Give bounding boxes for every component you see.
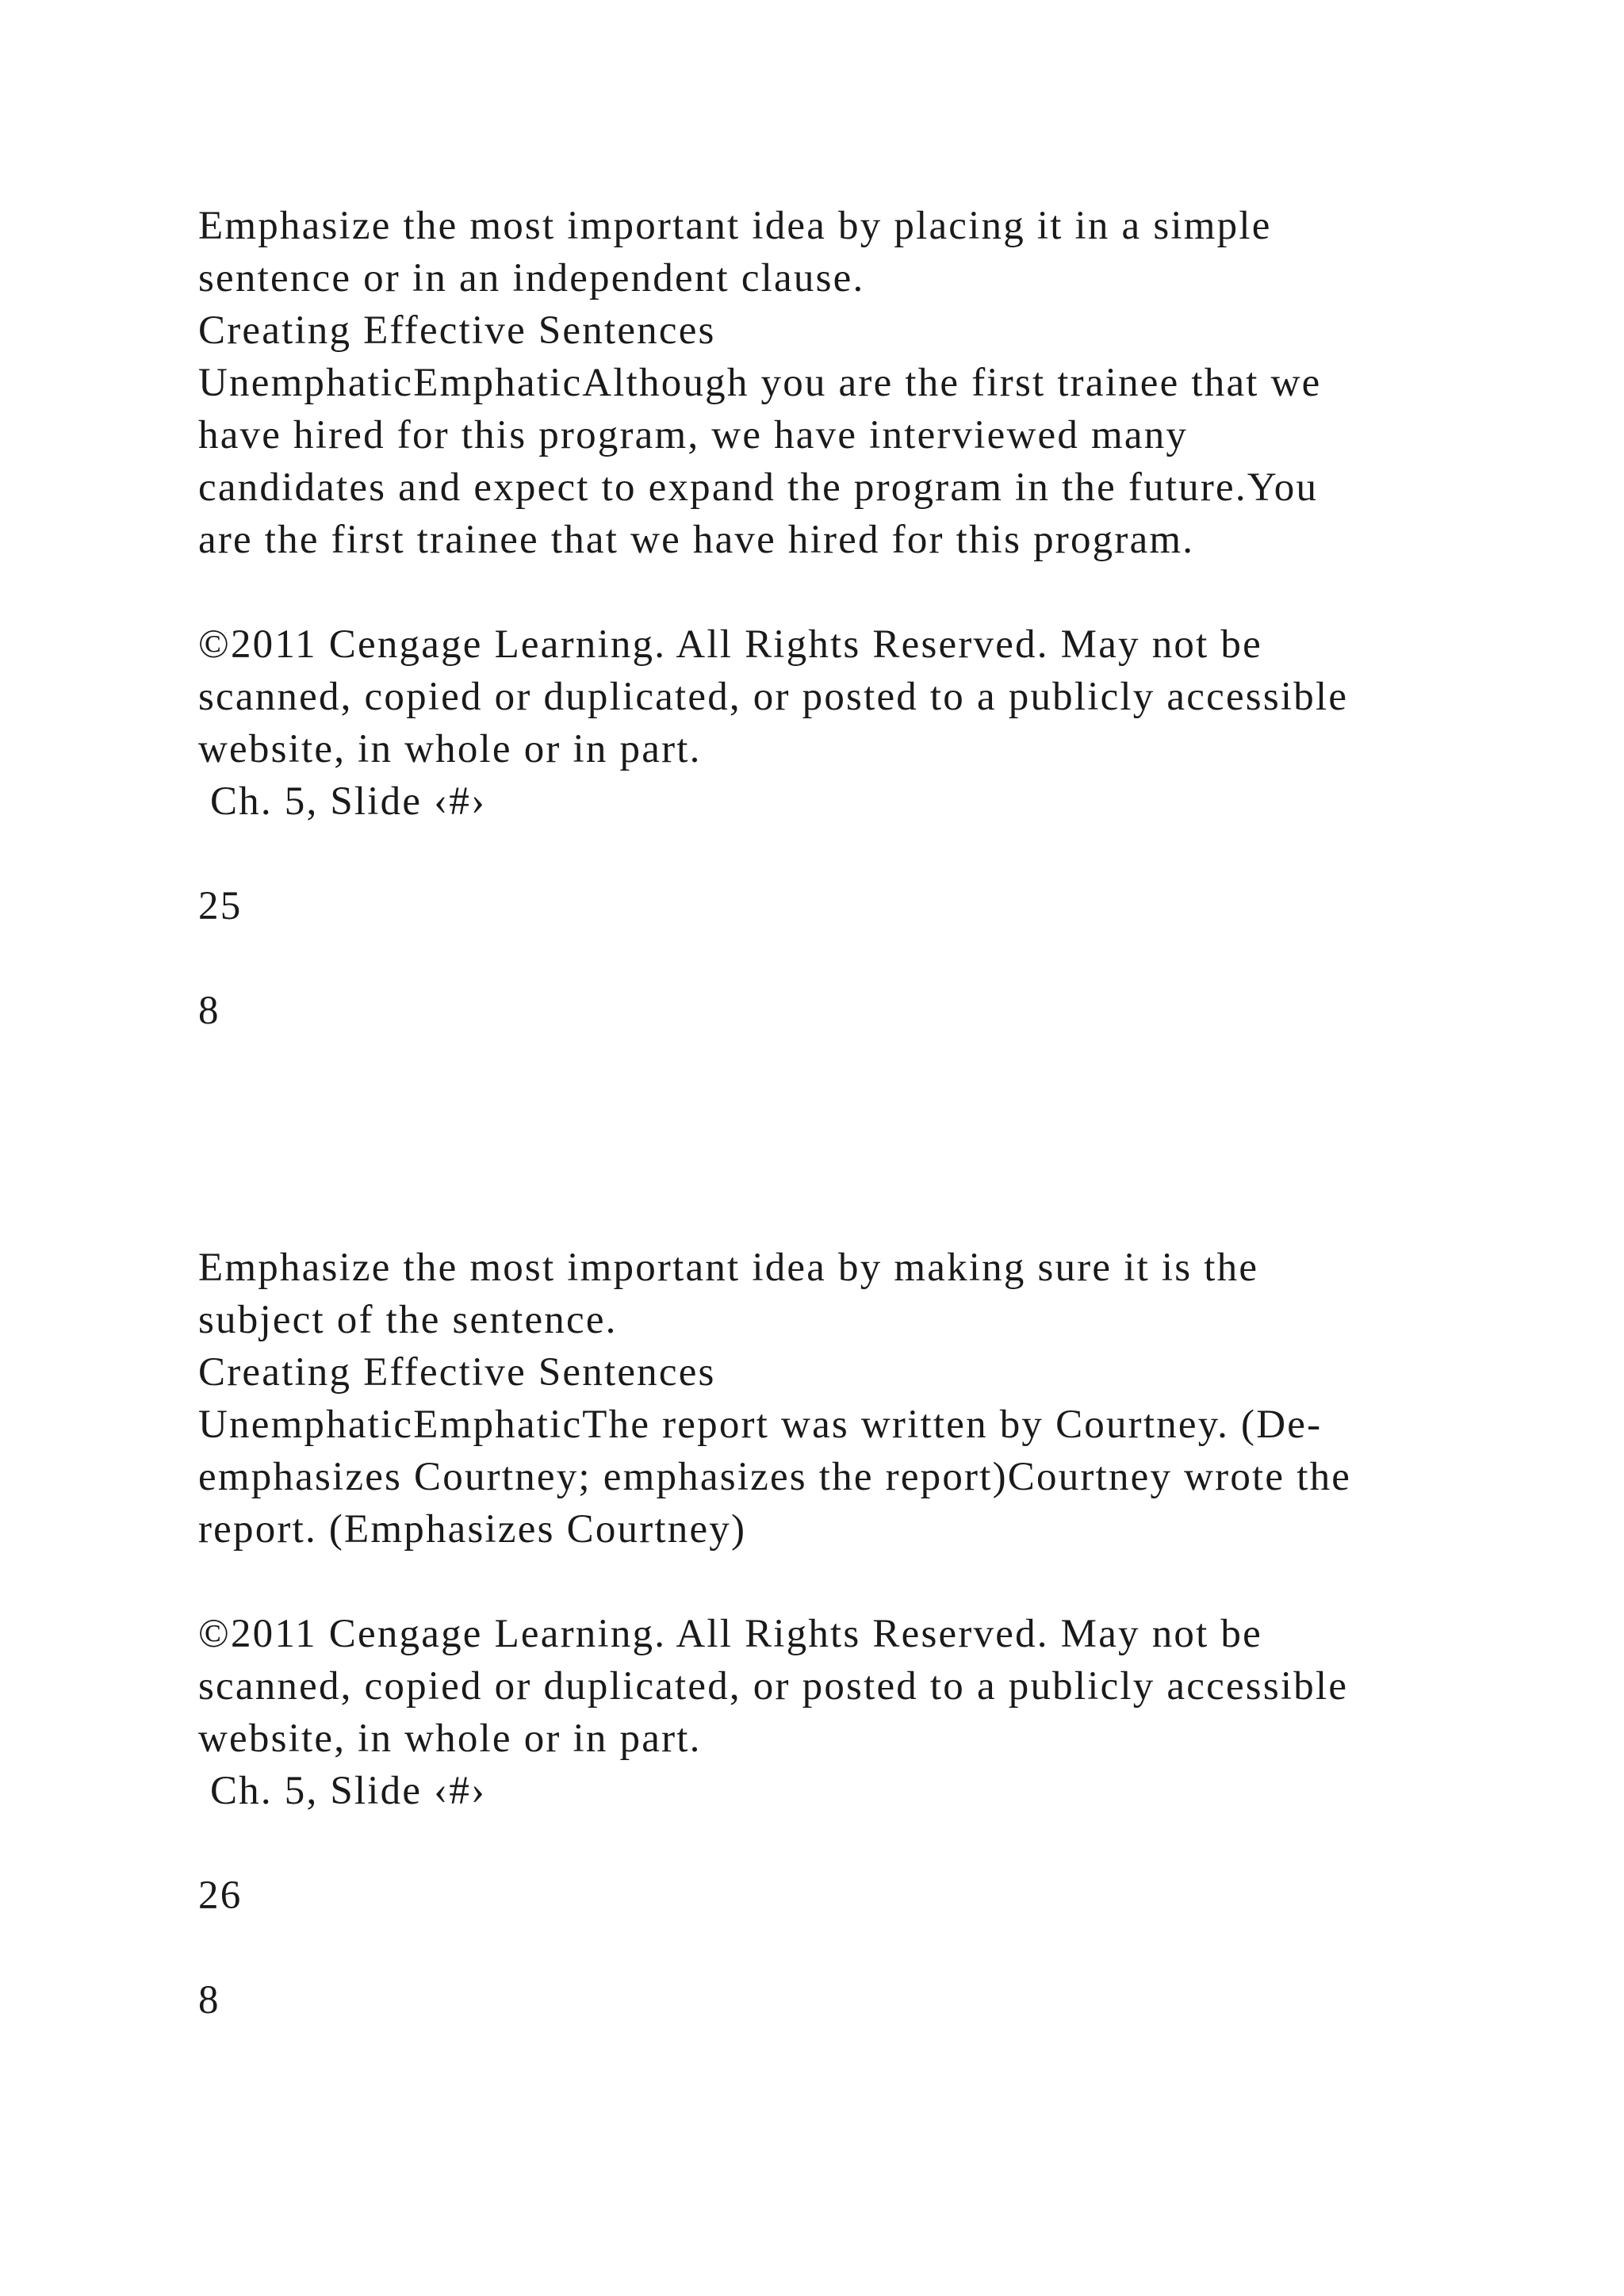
- slide-25-table-line-3: candidates and expect to expand the program in the future.You: [198, 465, 1319, 510]
- slide-25-copyright-line-3: website, in whole or in part.: [198, 727, 702, 771]
- slide-26-table-line-2: emphasizes Courtney; emphasizes the report)Courtney wrote the: [198, 1455, 1352, 1499]
- slide-25-slide-ref: Ch. 5, Slide ‹#›: [198, 779, 487, 824]
- slide-25-table-line-2: have hired for this program, we have interviewed many: [198, 413, 1189, 457]
- slide-25-chapter-number: 8: [198, 989, 220, 1033]
- slide-25-table-line-1: UnemphaticEmphaticAlthough you are the first trainee that we: [198, 361, 1322, 405]
- slide-25-table-line-4: are the first trainee that we have hired for this program.: [198, 518, 1195, 562]
- slide-26-heading-line-2: subject of the sentence.: [198, 1298, 618, 1342]
- slide-25-heading-line-2: sentence or in an independent clause.: [198, 256, 865, 300]
- slide-25-copyright-line-1: ©2011 Cengage Learning. All Rights Reserved. May not be: [198, 622, 1262, 667]
- slide-26-copyright-line-1: ©2011 Cengage Learning. All Rights Reserved. May not be: [198, 1612, 1262, 1656]
- slide-26-title: Creating Effective Sentences: [198, 1350, 716, 1395]
- slide-25-heading-line-1: Emphasize the most important idea by placing it in a simple: [198, 204, 1272, 248]
- slide-26-copyright-line-2: scanned, copied or duplicated, or posted to a publicly accessible: [198, 1664, 1349, 1709]
- slide-26-copyright-line-3: website, in whole or in part.: [198, 1716, 702, 1761]
- slide-25-number: 25: [198, 884, 243, 928]
- slide-26-table-line-3: report. (Emphasizes Courtney): [198, 1507, 747, 1552]
- slide-26-table-line-1: UnemphaticEmphaticThe report was written by Courtney. (De-: [198, 1402, 1323, 1447]
- slide-25-copyright-line-2: scanned, copied or duplicated, or posted to a publicly accessible: [198, 675, 1349, 719]
- slide-26-heading-line-1: Emphasize the most important idea by making sure it is the: [198, 1246, 1259, 1290]
- slide-26-number: 26: [198, 1873, 243, 1918]
- slide-26-chapter-number: 8: [198, 1978, 220, 2022]
- slide-26-slide-ref: Ch. 5, Slide ‹#›: [198, 1769, 487, 1813]
- slide-25-title: Creating Effective Sentences: [198, 308, 716, 353]
